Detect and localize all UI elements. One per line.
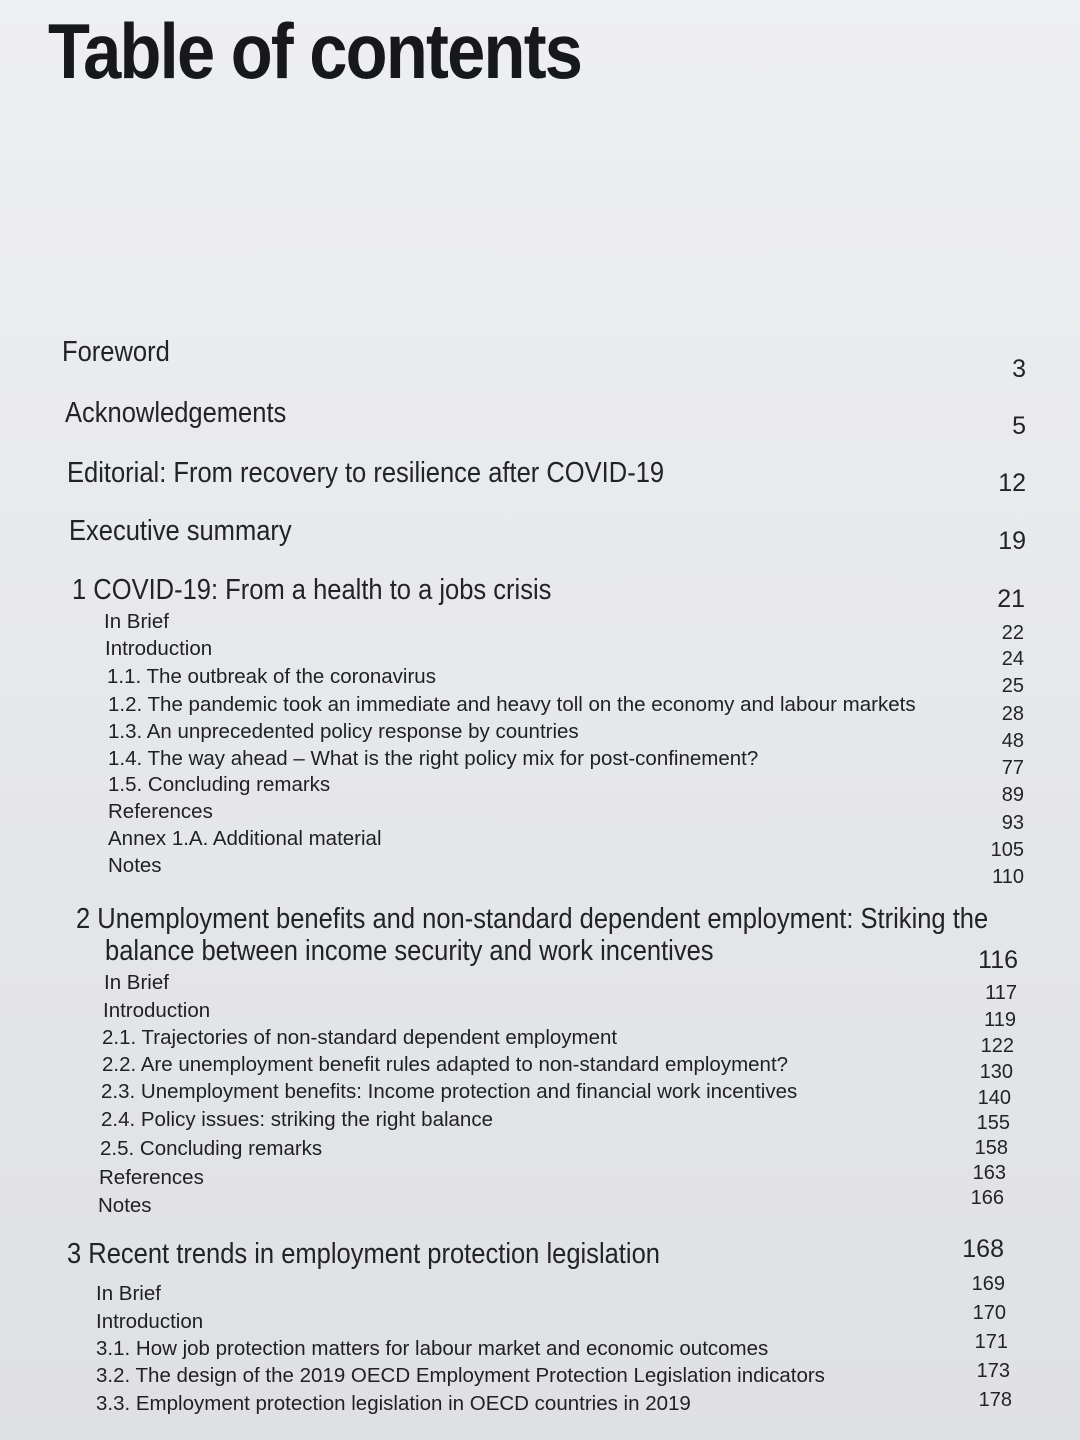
ch2-item-label: 2.3. Unemployment benefits: Income protection and financial work incentives xyxy=(101,1080,798,1103)
chapter-2-page: 116 xyxy=(978,946,1018,974)
ch1-item-page: 28 xyxy=(1001,703,1024,725)
ch2-item-label: 2.4. Policy issues: striking the right balance xyxy=(101,1108,493,1131)
ch2-item-page: 158 xyxy=(974,1137,1008,1159)
chapter-2-title-line1: 2 Unemployment benefits and non-standard dependent employment: Striking the xyxy=(76,903,989,935)
ch3-item-label: 3.3. Employment protection legislation in OECD countries in 2019 xyxy=(96,1392,691,1415)
ch1-item-label: 1.3. An unprecedented policy response by countries xyxy=(108,720,579,743)
ch3-item-label: Introduction xyxy=(96,1310,204,1333)
ch2-item-page: 119 xyxy=(984,1009,1016,1031)
ch2-item-label: 2.1. Trajectories of non-standard dependent employment xyxy=(102,1026,618,1049)
ch3-item-page: 173 xyxy=(976,1360,1010,1382)
toc-page-editorial: 12 xyxy=(998,469,1026,497)
ch1-item-label: 1.5. Concluding remarks xyxy=(108,773,331,796)
ch2-item-page: 122 xyxy=(980,1035,1014,1057)
toc-entry-foreword: Foreword xyxy=(62,336,170,368)
chapter-3-page: 168 xyxy=(962,1235,1004,1263)
ch2-item-page: 163 xyxy=(972,1162,1006,1184)
ch1-item-page: 89 xyxy=(1001,784,1024,806)
ch1-item-page: 48 xyxy=(1001,730,1024,752)
ch3-item-page: 171 xyxy=(974,1331,1008,1353)
toc-entry-acknowledgements: Acknowledgements xyxy=(65,397,287,429)
ch2-item-page: 166 xyxy=(970,1187,1004,1209)
ch2-item-label: References xyxy=(99,1166,204,1189)
ch2-item-page: 155 xyxy=(976,1112,1010,1134)
ch3-item-label: In Brief xyxy=(96,1282,161,1305)
ch3-item-label: 3.1. How job protection matters for labour market and economic outcomes xyxy=(96,1337,769,1360)
chapter-1-page: 21 xyxy=(997,585,1025,613)
ch3-item-page: 169 xyxy=(971,1273,1005,1295)
ch2-item-page: 140 xyxy=(977,1087,1011,1109)
ch1-item-page: 105 xyxy=(990,839,1024,861)
ch2-item-label: Notes xyxy=(98,1194,152,1217)
ch1-item-label: Notes xyxy=(108,854,162,877)
ch3-item-page: 170 xyxy=(972,1302,1006,1324)
toc-entry-editorial: Editorial: From recovery to resilience after COVID-19 xyxy=(67,457,665,489)
ch2-item-label: Introduction xyxy=(103,999,211,1022)
ch1-item-label: Introduction xyxy=(105,637,213,660)
ch1-item-label: References xyxy=(108,800,213,823)
ch1-item-page: 25 xyxy=(1001,675,1024,697)
toc-page-executive-summary: 19 xyxy=(998,527,1026,555)
page-title: Table of contents xyxy=(48,7,582,95)
chapter-2-title-line2: balance between income security and work incentives xyxy=(105,935,714,967)
toc-page-foreword: 3 xyxy=(1012,355,1026,383)
ch1-item-page: 22 xyxy=(1001,622,1024,644)
ch1-item-label: Annex 1.A. Additional material xyxy=(108,827,382,850)
ch2-item-label: 2.2. Are unemployment benefit rules adapted to non-standard employment? xyxy=(102,1053,789,1076)
ch3-item-label: 3.2. The design of the 2019 OECD Employment Protection Legislation indicators xyxy=(96,1364,825,1387)
ch1-item-label: 1.1. The outbreak of the coronavirus xyxy=(107,665,436,688)
ch1-item-label: In Brief xyxy=(104,610,169,633)
toc-entry-executive-summary: Executive summary xyxy=(69,515,292,547)
chapter-1-title: 1 COVID-19: From a health to a jobs crisis xyxy=(72,574,552,606)
ch2-item-page: 130 xyxy=(979,1061,1013,1083)
ch1-item-label: 1.2. The pandemic took an immediate and heavy toll on the economy and labour markets xyxy=(108,693,916,716)
ch1-item-label: 1.4. The way ahead – What is the right policy mix for post-confinement? xyxy=(108,747,759,770)
toc-page-acknowledgements: 5 xyxy=(1012,412,1026,440)
ch1-item-page: 110 xyxy=(992,866,1024,888)
ch2-item-page: 117 xyxy=(985,982,1017,1004)
ch2-item-label: 2.5. Concluding remarks xyxy=(100,1137,323,1160)
chapter-3-title: 3 Recent trends in employment protection legislation xyxy=(67,1238,660,1270)
ch1-item-page: 77 xyxy=(1001,757,1024,779)
ch1-item-page: 93 xyxy=(1001,812,1024,834)
ch1-item-page: 24 xyxy=(1001,648,1024,670)
ch3-item-page: 178 xyxy=(978,1389,1012,1411)
ch2-item-label: In Brief xyxy=(104,971,169,994)
